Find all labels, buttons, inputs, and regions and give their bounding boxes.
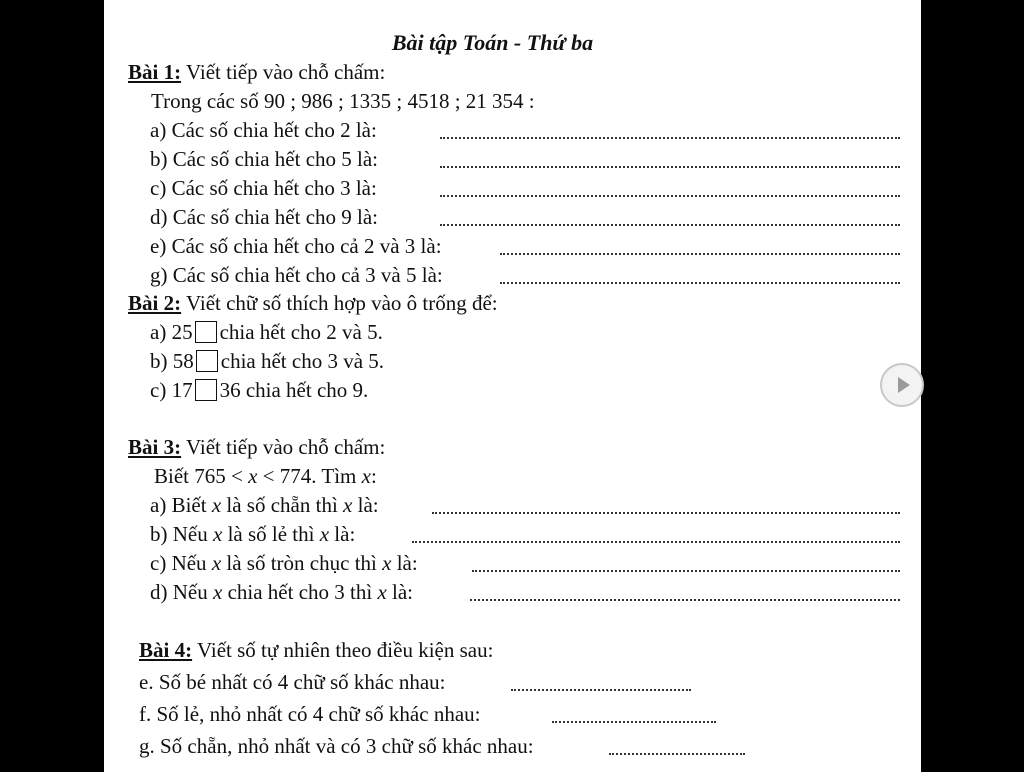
bai2-item-b-suffix: chia hết cho 3 và 5. xyxy=(220,349,385,373)
bai4-instruction: Viết số tự nhiên theo điều kiện sau: xyxy=(196,638,494,662)
item-text: là: xyxy=(396,551,418,575)
bai1-item-c xyxy=(150,174,967,202)
empty-digit-box[interactable] xyxy=(195,379,217,401)
answer-dots xyxy=(432,512,900,514)
worksheet-page xyxy=(104,0,921,772)
answer-dots xyxy=(552,721,716,723)
bai4-item-e-text: e. Số bé nhất có 4 chữ số khác nhau: xyxy=(139,670,446,694)
bai2-item-c xyxy=(150,376,967,404)
answer-dots xyxy=(472,570,900,572)
bai1-item-a xyxy=(150,116,967,144)
answer-dots xyxy=(470,599,900,601)
answer-dots xyxy=(500,253,900,255)
bai2-item-c-prefix: c) 17 xyxy=(150,378,193,402)
bai1-item-b-text: b) Các số chia hết cho 5 là: xyxy=(150,147,379,171)
bai4-header xyxy=(139,636,956,664)
bai4-item-f-text: f. Số lẻ, nhỏ nhất có 4 chữ số khác nhau: xyxy=(139,702,481,726)
bai2-header xyxy=(128,289,945,317)
worksheet-title xyxy=(104,28,921,58)
bai1-item-g-text: g) Các số chia hết cho cả 3 và 5 là: xyxy=(150,263,443,287)
answer-dots xyxy=(440,137,900,139)
empty-digit-box[interactable] xyxy=(196,350,218,372)
play-icon xyxy=(882,365,922,405)
item-text: là: xyxy=(357,493,379,517)
variable-x: x xyxy=(361,464,371,488)
bai3-given xyxy=(154,462,971,490)
answer-dots xyxy=(500,282,900,284)
item-text: b) Nếu xyxy=(150,522,208,546)
item-text: là: xyxy=(334,522,356,546)
item-text: là: xyxy=(392,580,414,604)
empty-digit-box[interactable] xyxy=(195,321,217,343)
bai3-heading: Bài 3: xyxy=(128,435,182,459)
bai1-item-e xyxy=(150,232,967,260)
bai1-item-a-text: a) Các số chia hết cho 2 là: xyxy=(150,118,377,142)
bai1-item-d xyxy=(150,203,967,231)
bai1-item-g xyxy=(150,261,967,289)
item-text: a) Biết xyxy=(150,493,207,517)
variable-x: x xyxy=(248,464,258,488)
bai2-item-c-suffix: 36 chia hết cho 9. xyxy=(219,378,369,402)
variable-x: x xyxy=(377,580,387,604)
bai1-heading: Bài 1: xyxy=(128,60,182,84)
given-part: < 774. Tìm xyxy=(262,464,357,488)
bai3-item-b xyxy=(150,520,967,548)
variable-x: x xyxy=(343,493,353,517)
bai2-item-b xyxy=(150,347,967,375)
bai4-item-e xyxy=(139,668,956,696)
bai4-item-f xyxy=(139,700,956,728)
answer-dots xyxy=(412,541,900,543)
bai2-item-b-prefix: b) 58 xyxy=(150,349,194,373)
item-text: là số tròn chục thì xyxy=(226,551,377,575)
item-text: là số lẻ thì xyxy=(227,522,315,546)
bai1-item-c-text: c) Các số chia hết cho 3 là: xyxy=(150,176,377,200)
item-text: chia hết cho 3 thì xyxy=(227,580,373,604)
bai3-header xyxy=(128,433,945,461)
given-part: Biết 765 < xyxy=(154,464,243,488)
item-text: là số chẵn thì xyxy=(226,493,338,517)
variable-x: x xyxy=(382,551,392,575)
variable-x: x xyxy=(211,493,222,517)
bai1-instruction: Viết tiếp vào chỗ chấm: xyxy=(185,60,386,84)
item-text: c) Nếu xyxy=(150,551,207,575)
bai2-heading: Bài 2: xyxy=(128,291,182,315)
bai2-item-a-prefix: a) 25 xyxy=(150,320,193,344)
bai4-heading: Bài 4: xyxy=(139,638,193,662)
bai1-item-d-text: d) Các số chia hết cho 9 là: xyxy=(150,205,379,229)
bai3-item-a xyxy=(150,491,967,519)
bai3-item-d xyxy=(150,578,967,606)
bai1-header xyxy=(128,58,945,86)
bai3-item-c xyxy=(150,549,967,577)
bai4-item-g-text: g. Số chẵn, nhỏ nhất và có 3 chữ số khác nhau: xyxy=(139,734,534,758)
play-button[interactable] xyxy=(880,363,924,407)
bai4-item-g xyxy=(139,732,956,760)
variable-x: x xyxy=(212,522,223,546)
bai1-item-b xyxy=(150,145,967,173)
variable-x: x xyxy=(211,551,222,575)
item-text: d) Nếu xyxy=(150,580,208,604)
bai3-instruction: Viết tiếp vào chỗ chấm: xyxy=(185,435,386,459)
answer-dots xyxy=(440,166,900,168)
answer-dots xyxy=(609,753,745,755)
answer-dots xyxy=(440,195,900,197)
bai1-item-e-text: e) Các số chia hết cho cả 2 và 3 là: xyxy=(150,234,442,258)
bai2-item-a-suffix: chia hết cho 2 và 5. xyxy=(219,320,383,344)
variable-x: x xyxy=(212,580,223,604)
bai2-item-a xyxy=(150,318,967,346)
bai1-given: Trong các số 90 ; 986 ; 1335 ; 4518 ; 21 354 : xyxy=(151,89,535,113)
answer-dots xyxy=(511,689,691,691)
title-text: Bài tập Toán - Thứ ba xyxy=(391,30,594,55)
bai2-instruction: Viết chữ số thích hợp vào ô trống để: xyxy=(185,291,498,315)
answer-dots xyxy=(440,224,900,226)
variable-x: x xyxy=(319,522,330,546)
given-part: : xyxy=(370,464,377,488)
